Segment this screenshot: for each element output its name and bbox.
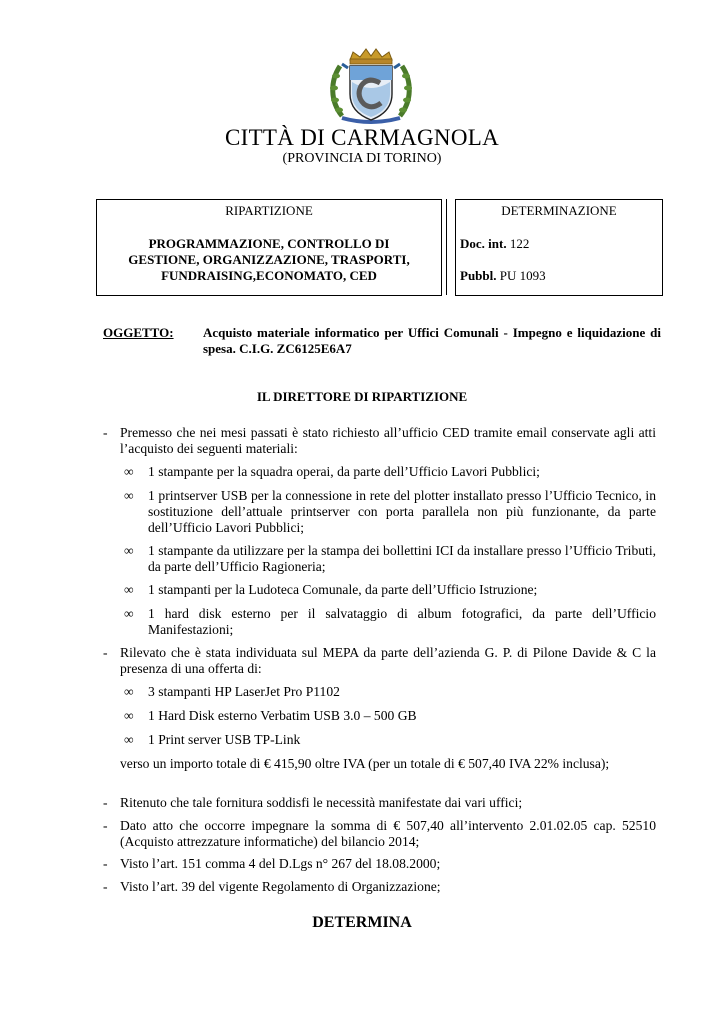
paragraph-visto-39	[103, 879, 656, 895]
bullet-marker: ∞	[124, 708, 134, 723]
dash-marker: -	[103, 818, 108, 833]
dash-marker: -	[103, 645, 108, 660]
doc-int-line	[456, 236, 662, 252]
section-heading: IL DIRETTORE DI RIPARTIZIONE	[256, 389, 468, 404]
bullet-marker: ∞	[124, 488, 134, 503]
paragraph-text: Dato atto che occorre impegnare la somma di € 507,40 all’intervento 2.01.02.05 cap. 52510 (Acquisto attrezzature informatiche) del bilancio 2014;	[120, 818, 656, 849]
list-item-text: 1 hard disk esterno per il salvataggio di album fotografici, da parte dell’Ufficio Manifestazioni;	[148, 606, 656, 637]
ripartizione-line: PROGRAMMAZIONE, CONTROLLO DI	[148, 236, 390, 251]
list-item	[124, 732, 656, 748]
bullet-marker: ∞	[124, 582, 134, 597]
doc-int-value: 122	[509, 236, 530, 251]
paragraph-text: Visto l’art. 39 del vigente Regolamento di Organizzazione;	[120, 879, 441, 894]
ripartizione-heading: RIPARTIZIONE	[225, 203, 313, 218]
list-item	[124, 464, 656, 480]
paragraph-text: Ritenuto che tale fornitura soddisfi le necessità manifestate dai vari uffici;	[120, 795, 523, 810]
dash-marker: -	[103, 795, 108, 810]
paragraph-text: Premesso che nei mesi passati è stato richiesto all’ufficio CED tramite email conservate agli atti l’acquisto dei seguenti materiali:	[120, 425, 656, 456]
bullet-marker: ∞	[124, 543, 134, 558]
ripartizione-name	[97, 236, 441, 284]
pubbl-label: Pubbl.	[460, 268, 497, 283]
list-item	[124, 488, 656, 536]
determina-heading: DETERMINA	[312, 914, 412, 931]
list-item	[124, 543, 656, 575]
list-item-text: 1 stampante da utilizzare per la stampa dei bollettini ICI da installare presso l’Ufficio Tributi, da parte dell’Ufficio Ragioneria;	[148, 543, 656, 574]
list-item-text: 3 stampanti HP LaserJet Pro P1102	[148, 684, 340, 699]
city-crest	[328, 46, 414, 126]
pubbl-line	[456, 268, 662, 284]
list-item-text: 1 Print server USB TP-Link	[148, 732, 301, 747]
bullet-marker: ∞	[124, 464, 134, 479]
list-item-text: 1 Hard Disk esterno Verbatim USB 3.0 – 500 GB	[148, 708, 417, 723]
list-item	[124, 606, 656, 638]
dash-marker: -	[103, 425, 108, 440]
determinazione-heading: DETERMINAZIONE	[501, 203, 617, 218]
paragraph-ritenuto	[103, 795, 656, 811]
bullet-marker: ∞	[124, 732, 134, 747]
determinazione-box	[455, 199, 663, 296]
oggetto-label: OGGETTO:	[103, 325, 174, 340]
list-item	[124, 708, 656, 724]
paragraph-rilevato	[103, 645, 656, 677]
list-item-text: 1 printserver USB per la connessione in rete del plotter installato presso l’Ufficio Tecnico, in sostituzione dell’attuale printserver con porta parallela non più funzionante, da parte dell’Ufficio Lavori Pubblici;	[148, 488, 656, 535]
bullet-marker: ∞	[124, 684, 134, 699]
list-item-text: 1 stampante per la squadra operai, da parte dell’Ufficio Lavori Pubblici;	[148, 464, 540, 479]
doc-int-label: Doc. int.	[460, 236, 507, 251]
paragraph-premesso	[103, 425, 656, 457]
ripartizione-box	[96, 199, 442, 296]
list-item	[124, 684, 656, 700]
ripartizione-line: GESTIONE, ORGANIZZAZIONE, TRASPORTI,	[128, 252, 410, 267]
province-name: (PROVINCIA DI TORINO)	[282, 151, 442, 166]
list-item	[124, 582, 656, 598]
pubbl-value: PU 1093	[499, 268, 546, 283]
ripartizione-line: FUNDRAISING,ECONOMATO, CED	[161, 268, 377, 283]
paragraph-importo	[103, 756, 656, 772]
paragraph-text: Visto l’art. 151 comma 4 del D.Lgs n° 267 del 18.08.2000;	[120, 856, 441, 871]
dash-marker: -	[103, 856, 108, 871]
oggetto-text: Acquisto materiale informatico per Uffici Comunali - Impegno e liquidazione di spesa. C.I.G. ZC6125E6A7	[203, 325, 661, 356]
dash-marker: -	[103, 879, 108, 894]
paragraph-dato-atto	[103, 818, 656, 850]
paragraph-text: Rilevato che è stata individuata sul MEPA da parte dell’azienda G. P. di Pilone Davide & C la presenza di una offerta di:	[120, 645, 656, 676]
bullet-marker: ∞	[124, 606, 134, 621]
city-name: CITTÀ DI CARMAGNOLA	[224, 125, 500, 150]
box-divider	[446, 199, 447, 295]
paragraph-visto-151	[103, 856, 656, 872]
paragraph-text: verso un importo totale di € 415,90 oltre IVA (per un totale di € 507,40 IVA 22% inclusa);	[120, 756, 610, 771]
list-item-text: 1 stampanti per la Ludoteca Comunale, da parte dell’Ufficio Istruzione;	[148, 582, 538, 597]
